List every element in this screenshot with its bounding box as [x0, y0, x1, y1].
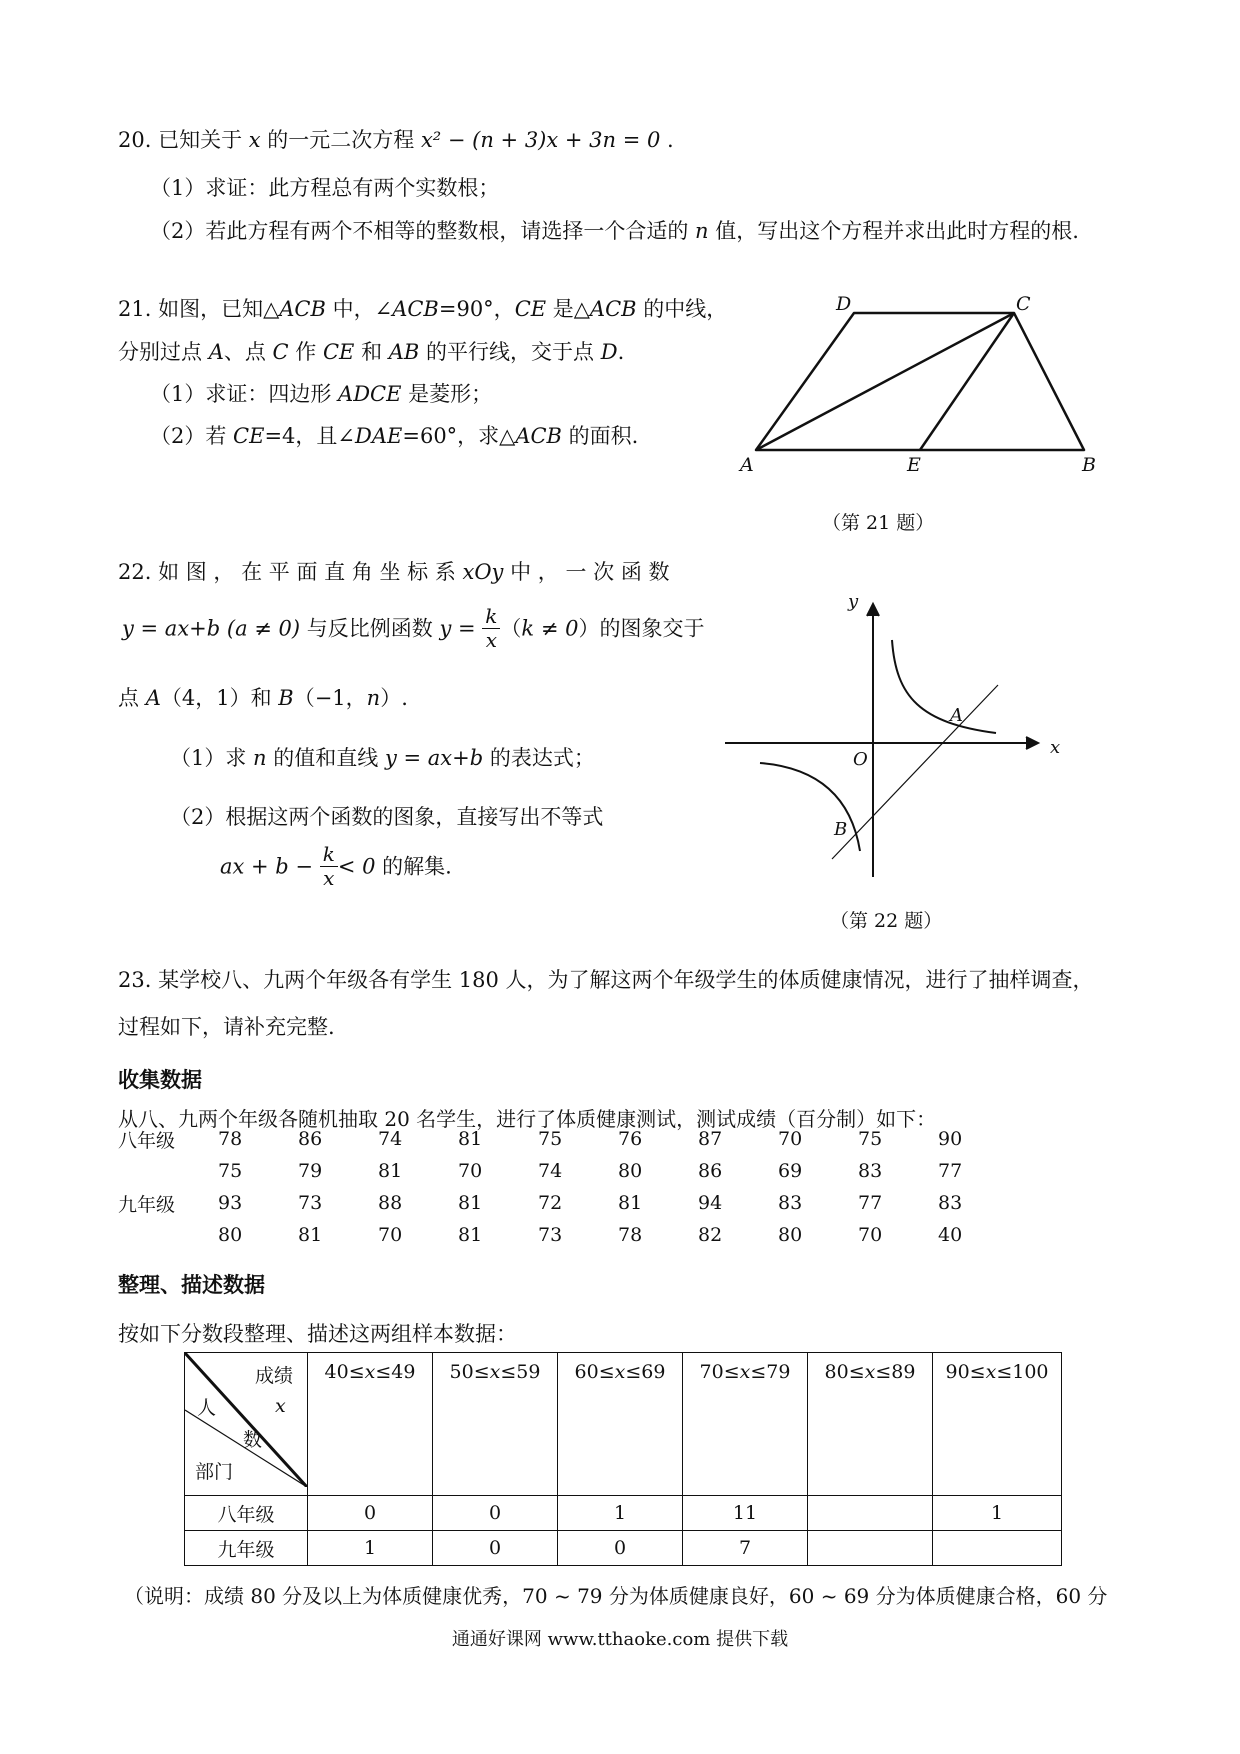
raw-data-value: 87: [698, 1128, 723, 1150]
q23-line2: 过程如下，请补充完整.: [118, 1015, 335, 1039]
raw-data-value: 70: [378, 1224, 403, 1246]
q22-l3a: 点: [118, 686, 146, 710]
raw-data-row-label: 八年级: [118, 1129, 176, 1152]
q22-label-o: O: [853, 749, 868, 770]
q22-ineq-c: 的解集.: [375, 854, 452, 879]
q23-raw-data-table: [118, 1123, 1018, 1251]
raw-data-value: 70: [458, 1160, 483, 1182]
q21-point-d: D: [600, 340, 618, 364]
range-header-1: [308, 1353, 433, 1496]
q23-collect-desc: 从八、九两个年级各随机抽取 20 名学生，进行了体质健康测试，测试成绩（百分制）如下：: [118, 1107, 937, 1131]
q21-p2b: =4，且∠: [264, 424, 356, 448]
q22-p1-n: n: [253, 746, 267, 770]
range-1-hi: ≤49: [375, 1361, 416, 1383]
range-5-x: x: [864, 1361, 876, 1383]
q21-l1c: =90°，: [438, 297, 515, 321]
q21-label-d: D: [836, 293, 852, 315]
raw-data-value: 81: [458, 1192, 483, 1214]
q22-l3b: （4，1）和: [160, 686, 279, 710]
row-label-grade8: 八年级: [185, 1496, 308, 1531]
q21-part2: [150, 420, 638, 450]
raw-data-value: 78: [618, 1224, 643, 1246]
q21-ab: AB: [388, 340, 420, 364]
raw-data-row: [118, 1219, 1018, 1251]
q22-label-x: x: [1050, 737, 1061, 758]
q21-l1b: 中，∠: [325, 297, 393, 321]
q21-label-b: B: [1082, 454, 1096, 476]
raw-data-value: 70: [778, 1128, 803, 1150]
range-6-x: x: [985, 1361, 997, 1383]
q22-label-y: y: [848, 591, 859, 612]
q21-acb-2: ACB: [392, 297, 439, 321]
q21-caption: （第 21 题）: [822, 512, 935, 534]
q21-adce: ADCE: [338, 382, 402, 406]
q21-line1: [118, 293, 727, 323]
q23-line1: 23. 某学校八、九两个年级各有学生 180 人，为了解这两个年级学生的体质健康情况，进行了抽样调查，: [118, 968, 1094, 992]
q22-y-arrow: [867, 604, 879, 616]
q22-ineq-k: k: [320, 843, 338, 867]
q22-line1: [118, 556, 670, 586]
q21-acb-4: ACB: [515, 424, 562, 448]
range-1-lo: 40≤: [324, 1361, 365, 1383]
q22-ineq-fraction: [320, 843, 338, 890]
q22-xoy: xOy: [462, 560, 504, 584]
raw-data-value: 94: [698, 1192, 723, 1214]
q21-l2a: 分别过点: [118, 340, 209, 364]
range-1-x: x: [364, 1361, 376, 1383]
grade9-cell-2: 0: [433, 1531, 558, 1566]
q22-part1: [170, 742, 595, 772]
q22-line3: [118, 682, 408, 712]
raw-data-row: [118, 1123, 1018, 1155]
raw-data-row: [118, 1187, 1018, 1219]
q22-line2: [122, 605, 704, 652]
q20-part2-b: 值，写出这个方程并求出此时方程的根.: [708, 219, 1079, 243]
q22-x-arrow: [1026, 737, 1038, 749]
corner-shu: 数: [243, 1429, 263, 1451]
q22-l2d: ）的图象交于: [578, 616, 705, 641]
raw-data-value: 81: [378, 1160, 403, 1182]
q21-line2: [118, 336, 624, 366]
q21-point-c: C: [272, 340, 289, 364]
q22-y-eq: y =: [439, 616, 476, 641]
q22-p1a: （1）求: [170, 746, 254, 770]
q21-segment-ac: [756, 313, 1014, 450]
q22-frac-k: k: [482, 605, 500, 629]
range-5-hi: ≤89: [875, 1361, 916, 1383]
q23-note: （说明：成绩 80 分及以上为体质健康优秀，70 ~ 79 分为体质健康良好，60 ~ 69 分为体质健康合格，60 分: [124, 1584, 1108, 1608]
q21-trapezoid: [756, 313, 1084, 450]
range-3-hi: ≤69: [625, 1361, 666, 1383]
raw-data-value: 75: [538, 1128, 563, 1150]
q21-l1d: 是△: [546, 297, 590, 321]
range-4-lo: 70≤: [699, 1361, 740, 1383]
q21-label-c: C: [1016, 293, 1031, 315]
row-label-grade9: 九年级: [185, 1531, 308, 1566]
q21-l1a: 21. 如图，已知△: [118, 297, 280, 321]
q23-score-table: [184, 1352, 1062, 1566]
q22-inequality: [220, 843, 452, 890]
raw-data-value: 83: [858, 1160, 883, 1182]
q22-label-a: A: [950, 705, 963, 726]
raw-data-value: 80: [618, 1160, 643, 1182]
q21-acb-1: ACB: [279, 297, 326, 321]
q21-label-a: A: [740, 454, 754, 476]
range-header-2: [433, 1353, 558, 1496]
raw-data-value: 88: [378, 1192, 403, 1214]
q22-l1a: 22. 如 图 ， 在 平 面 直 角 坐 标 系: [118, 560, 463, 584]
raw-data-value: 83: [938, 1192, 963, 1214]
grade9-cell-3: 0: [558, 1531, 683, 1566]
raw-data-value: 69: [778, 1160, 803, 1182]
q22-l1b: 中 ， 一 次 函 数: [503, 560, 670, 584]
q20-stem-end: .: [660, 128, 674, 152]
q23-section-collect: 收集数据: [118, 1067, 202, 1092]
q20-part2-n: n: [695, 219, 709, 243]
grade8-cell-1: 0: [308, 1496, 433, 1531]
q21-part1: [150, 378, 492, 408]
grade8-cell-2: 0: [433, 1496, 558, 1531]
raw-data-value: 83: [778, 1192, 803, 1214]
grade9-cell-4: 7: [683, 1531, 808, 1566]
q21-p2d: 的面积.: [562, 424, 639, 448]
q22-point-a: A: [145, 686, 161, 710]
raw-data-row: [118, 1155, 1018, 1187]
q21-l1e: 的中线，: [636, 297, 728, 321]
raw-data-row-label: 九年级: [118, 1193, 176, 1216]
range-header-5: [808, 1353, 933, 1496]
q21-p2a: （2）若: [150, 424, 234, 448]
q21-label-e: E: [907, 454, 921, 476]
raw-data-value: 93: [218, 1192, 243, 1214]
q20-part2: [150, 215, 1079, 245]
raw-data-value: 79: [298, 1160, 323, 1182]
q20-part1: （1）求证：此方程总有两个实数根；: [150, 176, 500, 200]
q21-p1a: （1）求证：四边形: [150, 382, 339, 406]
raw-data-value: 72: [538, 1192, 563, 1214]
q21-l2b: 、点: [223, 340, 273, 364]
q22-p1-expr: y = ax+b: [384, 746, 484, 770]
range-3-lo: 60≤: [574, 1361, 615, 1383]
q21-ce-2: CE: [322, 340, 355, 364]
raw-data-value: 82: [698, 1224, 723, 1246]
range-header-4: [683, 1353, 808, 1496]
raw-data-row-label: [118, 1155, 218, 1187]
corner-ren: 人: [197, 1397, 217, 1419]
q21-p1b: 是菱形；: [401, 382, 493, 406]
q22-l2c: （: [500, 616, 522, 641]
raw-data-value: 80: [218, 1224, 243, 1246]
corner-bumen: 部门: [195, 1461, 234, 1483]
q21-l2d: 和: [354, 340, 389, 364]
grade9-cell-6: [933, 1531, 1062, 1566]
q21-l2e: 的平行线，交于点: [419, 340, 601, 364]
q21-segment-ce: [920, 313, 1014, 450]
q22-frac-x: x: [485, 628, 497, 652]
range-6-hi: ≤100: [996, 1361, 1049, 1383]
q21-figure: [730, 290, 1110, 480]
q22-figure: [720, 585, 1080, 885]
raw-data-value: 73: [298, 1192, 323, 1214]
range-6-lo: 90≤: [945, 1361, 986, 1383]
q20-part2-a: （2）若此方程有两个不相等的整数根，请选择一个合适的: [150, 219, 696, 243]
score-table-row-grade8: [185, 1496, 1062, 1531]
q22-label-b: B: [834, 819, 848, 840]
q22-linear-func: y = ax+b (a ≠ 0): [122, 616, 301, 641]
q22-fraction: [482, 605, 500, 652]
raw-data-value: 75: [218, 1160, 243, 1182]
q22-p1b: 的值和直线: [266, 746, 385, 770]
grade8-cell-3: 1: [558, 1496, 683, 1531]
q21-acb-3: ACB: [589, 297, 637, 321]
raw-data-value: 81: [458, 1128, 483, 1150]
q22-line-ab: [832, 685, 998, 859]
q22-l3d: ）.: [380, 686, 408, 710]
q21-ce-1: CE: [514, 297, 547, 321]
range-2-x: x: [489, 1361, 501, 1383]
q21-point-a: A: [208, 340, 224, 364]
grade8-cell-6: 1: [933, 1496, 1062, 1531]
corner-x: x: [275, 1395, 286, 1417]
q22-l2b: 与反比例函数: [300, 616, 440, 641]
score-table-corner: [185, 1353, 308, 1496]
range-2-lo: 50≤: [449, 1361, 490, 1383]
q22-ineq-a: ax + b −: [220, 854, 314, 879]
raw-data-value: 76: [618, 1128, 643, 1150]
raw-data-value: 75: [858, 1128, 883, 1150]
q21-dae: DAE: [355, 424, 403, 448]
q23-section-organize: 整理、描述数据: [118, 1272, 265, 1297]
q20-stem: [118, 124, 674, 154]
q22-caption: （第 22 题）: [830, 910, 943, 932]
raw-data-value: 80: [778, 1224, 803, 1246]
q20-equation: x² − (n + 3)x + 3n = 0: [420, 128, 661, 152]
range-3-x: x: [614, 1361, 626, 1383]
score-table-header-row: [185, 1353, 1062, 1496]
q22-l3c: （−1，: [293, 686, 367, 710]
range-4-hi: ≤79: [750, 1361, 791, 1383]
q23-organize-desc: 按如下分数段整理、描述这两组样本数据：: [118, 1322, 517, 1346]
raw-data-value: 81: [618, 1192, 643, 1214]
grade8-cell-5: [808, 1496, 933, 1531]
raw-data-value: 78: [218, 1128, 243, 1150]
raw-data-value: 77: [858, 1192, 883, 1214]
corner-score: 成绩: [255, 1365, 294, 1387]
raw-data-value: 90: [938, 1128, 963, 1150]
q22-ineq-b: < 0: [337, 854, 376, 879]
q22-ineq-x: x: [323, 866, 335, 890]
raw-data-value: 81: [458, 1224, 483, 1246]
raw-data-value: 40: [938, 1224, 963, 1246]
q20-var-x: x: [248, 128, 261, 152]
q22-part2: （2）根据这两个函数的图象，直接写出不等式: [170, 805, 604, 829]
grade9-cell-1: 1: [308, 1531, 433, 1566]
raw-data-value: 74: [378, 1128, 403, 1150]
q20-stem-prefix: 20. 已知关于: [118, 128, 249, 152]
raw-data-value: 74: [538, 1160, 563, 1182]
q21-ce-3: CE: [233, 424, 265, 448]
raw-data-value: 73: [538, 1224, 563, 1246]
grade9-cell-5: [808, 1531, 933, 1566]
grade8-cell-4: 11: [683, 1496, 808, 1531]
page-footer: 通通好课网 www.tthaoke.com 提供下载: [451, 1629, 789, 1650]
raw-data-value: 86: [698, 1160, 723, 1182]
range-header-6: [933, 1353, 1062, 1496]
q21-l2f: .: [617, 340, 625, 364]
q22-k-ne-0: k ≠ 0: [521, 616, 579, 641]
range-5-lo: 80≤: [824, 1361, 865, 1383]
q22-p1c: 的表达式；: [483, 746, 595, 770]
raw-data-value: 70: [858, 1224, 883, 1246]
q20-stem-mid: 的一元二次方程: [260, 128, 421, 152]
raw-data-value: 86: [298, 1128, 323, 1150]
q22-n: n: [366, 686, 381, 710]
range-4-x: x: [739, 1361, 751, 1383]
range-2-hi: ≤59: [500, 1361, 541, 1383]
raw-data-value: 81: [298, 1224, 323, 1246]
q21-l2c: 作: [288, 340, 323, 364]
raw-data-row-label: [118, 1219, 218, 1251]
range-header-3: [558, 1353, 683, 1496]
q22-point-b: B: [278, 686, 294, 710]
q22-hyperbola-upper: [892, 640, 996, 733]
raw-data-value: 77: [938, 1160, 963, 1182]
score-table-row-grade9: [185, 1531, 1062, 1566]
q21-p2c: =60°，求△: [402, 424, 516, 448]
